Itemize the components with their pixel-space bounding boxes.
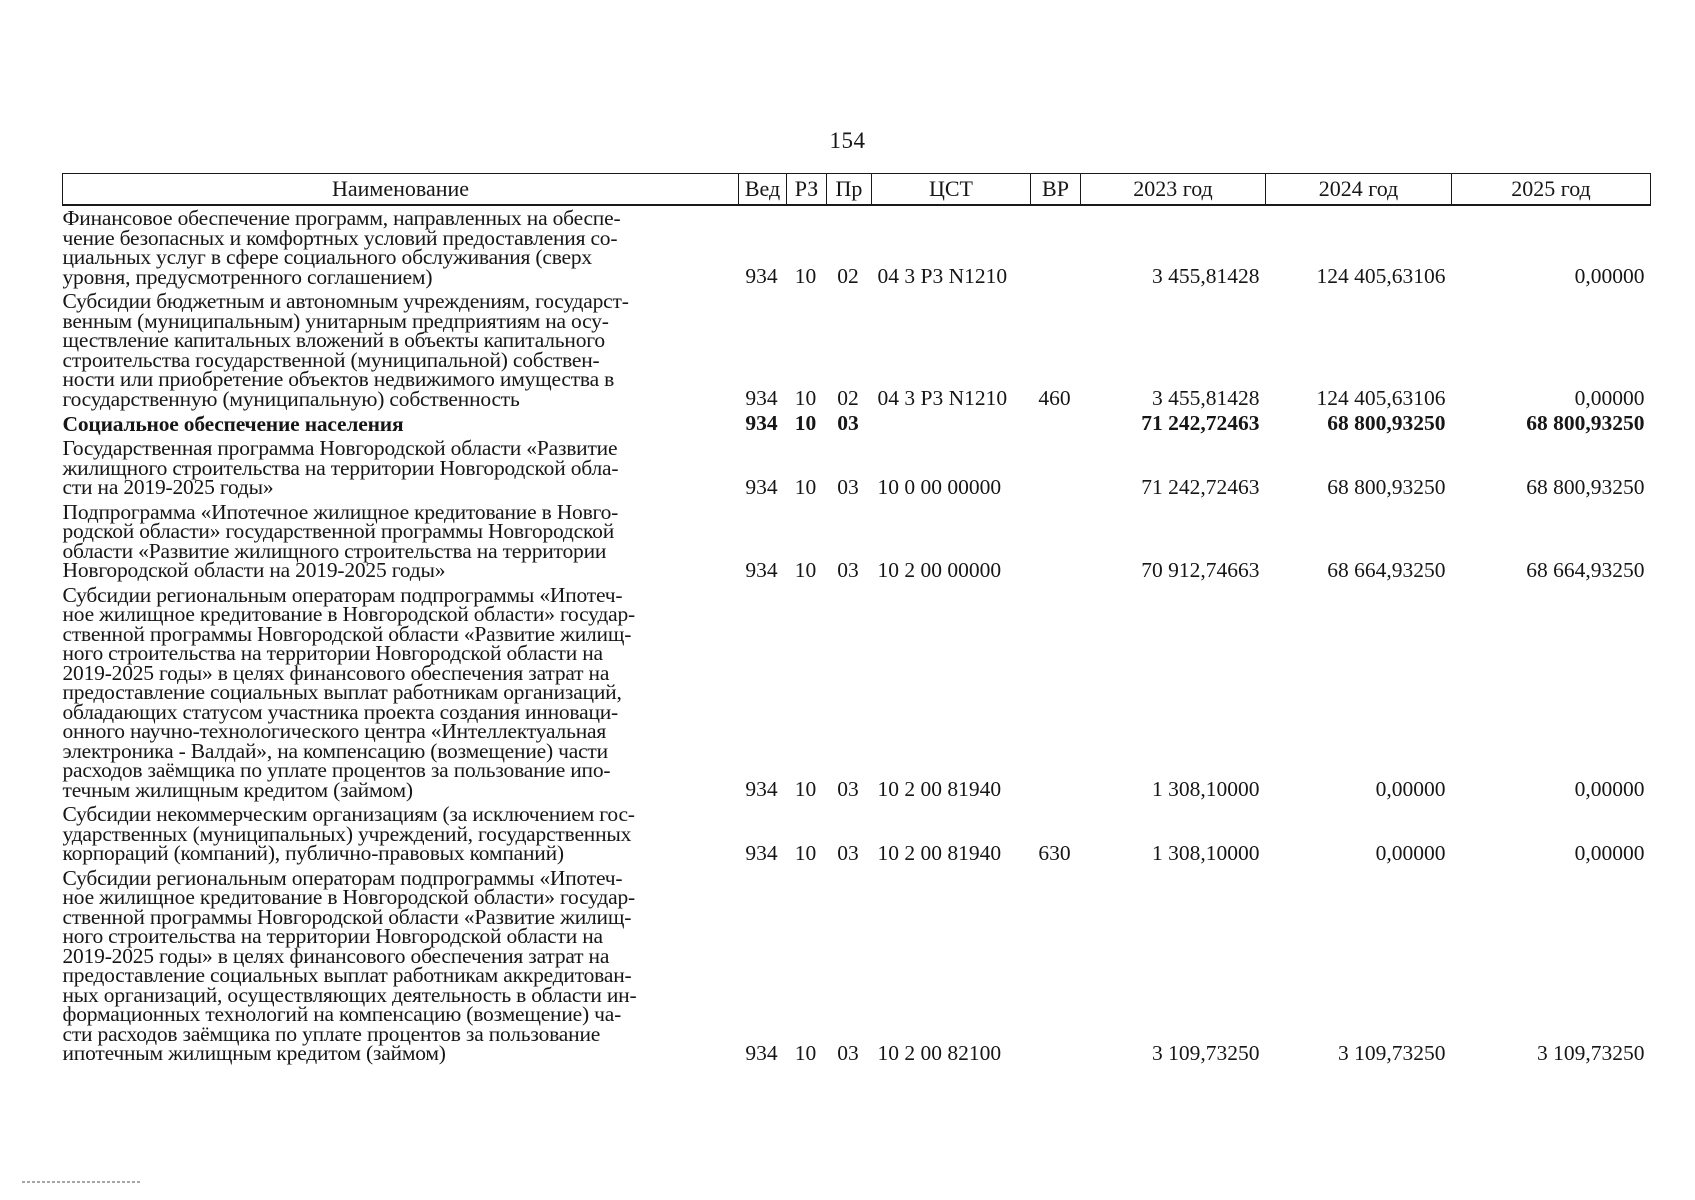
row-name-line: течным жилищным кредитом (займом) — [62, 777, 413, 802]
row-pr: 03 — [837, 557, 859, 582]
row-pr: 03 — [837, 1040, 859, 1065]
row-rz: 10 — [794, 557, 817, 582]
table-row — [63, 866, 1651, 1066]
row-name-line: Подпрограмма «Ипотечное жилищное кредитование в Новго- — [62, 499, 619, 524]
row-value-2024: 68 800,93250 — [1327, 474, 1446, 499]
page-number: 154 — [829, 128, 866, 153]
row-cst: 10 0 00 00000 — [877, 474, 1002, 499]
row-ved: 934 — [745, 474, 778, 499]
row-value-2024: 124 405,63106 — [1316, 264, 1446, 288]
row-value-2025: 0,00000 — [1574, 264, 1645, 288]
row-vr — [1031, 866, 1081, 1066]
row-value-2025: 68 800,93250 — [1526, 411, 1645, 435]
row-name-line: ществление капитальных вложений в объекты капитального — [62, 328, 605, 352]
scan-artifact — [22, 1181, 140, 1183]
header-cst: ЦСТ — [872, 174, 1031, 206]
row-cst: 10 2 00 00000 — [877, 557, 1002, 582]
row-name-line: Субсидии региональным операторам подпрограммы «Ипотеч- — [62, 582, 623, 607]
row-name-line: предоставление социальных выплат работникам организаций, — [62, 680, 622, 704]
row-name-line: ности или приобретение объектов недвижимого имущества в — [62, 367, 615, 391]
row-ved: 934 — [745, 1040, 778, 1065]
row-value-2025: 0,00000 — [1574, 840, 1645, 865]
header-2024: 2024 год — [1266, 174, 1452, 206]
row-cst: 10 2 00 81940 — [877, 840, 1002, 865]
row-value-2025: 68 800,93250 — [1526, 474, 1645, 499]
row-value-2023: 1 308,10000 — [1152, 777, 1260, 801]
row-name-line: ипотечным жилищным кредитом (займом) — [62, 1041, 446, 1065]
row-cst — [872, 411, 1031, 436]
row-name — [63, 411, 739, 436]
table-row — [63, 436, 1651, 500]
header-ved: Вед — [739, 174, 787, 206]
row-name-line: 2019-2025 годы» в целях финансового обеспечения затрат на — [62, 943, 610, 968]
header-vr: ВР — [1031, 174, 1081, 206]
row-value-2023: 71 242,72463 — [1141, 474, 1260, 499]
row-name-line: ное жилищное кредитование в Новгородской области» государ- — [62, 885, 635, 909]
row-rz: 10 — [794, 840, 817, 865]
row-name-line: ного строительства на территории Новгородской области на — [62, 641, 603, 665]
row-name-line: циальных услуг в сфере социального обслуживания (сверх — [62, 245, 592, 269]
table-header — [63, 174, 1651, 206]
row-name — [63, 289, 739, 411]
row-name-line: 2019-2025 годы» в целях финансового обеспечения затрат на — [62, 660, 610, 685]
row-pr: 03 — [837, 474, 859, 499]
row-pr: 02 — [837, 386, 859, 410]
row-value-2024: 124 405,63106 — [1316, 386, 1446, 410]
row-ved: 934 — [745, 264, 778, 288]
row-value-2024: 3 109,73250 — [1338, 1040, 1446, 1065]
row-value-2024: 0,00000 — [1375, 777, 1446, 801]
row-ved: 934 — [745, 840, 778, 865]
row-name — [63, 802, 739, 866]
row-name-line: электроника - Валдай», на компенсацию (возмещение) части — [62, 738, 608, 763]
row-cst: 04 3 Р3 N1210 — [877, 386, 1008, 410]
row-name-line: онного научно-технологического центра «Интеллектуальная — [62, 719, 607, 743]
row-name-line: строительства государственной (муниципальной) собствен- — [62, 347, 600, 372]
header-2023: 2023 год — [1081, 174, 1266, 206]
row-rz: 10 — [794, 1040, 817, 1065]
header-name: Наименование — [63, 174, 739, 206]
row-cst: 10 2 00 81940 — [877, 777, 1002, 801]
row-name-line: ного строительства на территории Новгородской области на — [62, 924, 603, 948]
row-vr — [1031, 583, 1081, 803]
row-vr: 630 — [1038, 840, 1071, 865]
header-pr: Пр — [827, 174, 872, 206]
row-value-2025: 68 664,93250 — [1526, 557, 1645, 582]
row-name-line: Субсидии бюджетным и автономным учреждениям, государст- — [62, 289, 629, 313]
row-name-line: Социальное обеспечение населения — [62, 411, 404, 436]
row-vr: 460 — [1038, 386, 1071, 410]
table-row — [63, 802, 1651, 866]
row-name-line: ственной программы Новгородской области «Развитие жилищ- — [62, 621, 632, 646]
row-value-2025: 3 109,73250 — [1537, 1040, 1645, 1065]
table-row — [63, 583, 1651, 803]
row-ved: 934 — [745, 386, 778, 410]
table-row — [63, 205, 1651, 289]
row-name-line: предоставление социальных выплат работникам аккредитован- — [62, 963, 632, 987]
budget-table — [62, 173, 1651, 1066]
row-pr: 03 — [837, 777, 859, 801]
row-name — [63, 866, 739, 1066]
row-name-line: обладающих статусом участника проекта создания инноваци- — [62, 699, 619, 724]
table-body — [63, 205, 1651, 1066]
row-ved: 934 — [745, 557, 778, 582]
row-rz: 10 — [794, 411, 817, 435]
row-value-2023: 3 109,73250 — [1152, 1040, 1260, 1065]
row-value-2023: 3 455,81428 — [1152, 386, 1260, 410]
row-name-line: государственную (муниципальную) собственность — [62, 386, 520, 411]
row-value-2023: 3 455,81428 — [1152, 264, 1260, 288]
row-name-line: расходов заёмщика по уплате процентов за пользование ипо- — [62, 758, 611, 782]
row-name-line: жилищного строительства на территории Новгородской обла- — [62, 455, 619, 480]
row-name-line: корпораций (компаний), публично-правовых компаний) — [62, 841, 564, 865]
row-vr — [1031, 436, 1081, 500]
header-2025: 2025 год — [1452, 174, 1651, 206]
row-name — [63, 436, 739, 500]
table-row — [63, 500, 1651, 583]
row-rz: 10 — [794, 264, 817, 288]
row-pr: 02 — [837, 264, 859, 288]
row-name-line: венным (муниципальным) унитарным предприятиям на осу- — [62, 308, 609, 333]
row-rz: 10 — [794, 386, 817, 410]
row-name — [63, 500, 739, 583]
row-value-2024: 68 664,93250 — [1327, 557, 1446, 582]
row-name-line: сти на 2019-2025 годы» — [62, 475, 274, 499]
row-name-line: Новгородской области на 2019-2025 годы» — [62, 558, 446, 582]
row-ved: 934 — [745, 411, 778, 435]
row-name-line: ственной программы Новгородской области «Развитие жилищ- — [62, 904, 632, 929]
row-name-line: уровня, предусмотренного соглашением) — [62, 264, 433, 289]
table-row — [63, 411, 1651, 436]
row-name-line: чение безопасных и комфортных условий предоставления со- — [62, 225, 618, 250]
row-name-line: ных организаций, осуществляющих деятельность в области ин- — [62, 982, 637, 1007]
row-ved: 934 — [745, 777, 778, 801]
row-name-line: Финансовое обеспечение программ, направленных на обеспе- — [62, 206, 621, 230]
row-name-line: Субсидии региональным операторам подпрограммы «Ипотеч- — [62, 865, 623, 890]
row-name-line: сти расходов заёмщика по уплате процентов за пользование — [62, 1021, 601, 1046]
budget-table-container — [62, 173, 1650, 1066]
row-name-line: родской области» государственной программы Новгородской — [62, 519, 615, 543]
row-value-2024: 0,00000 — [1375, 840, 1446, 865]
row-cst: 04 3 Р3 N1210 — [877, 264, 1008, 288]
row-name-line: Субсидии некоммерческим организациям (за исключением гос- — [62, 802, 635, 826]
row-value-2025: 0,00000 — [1574, 386, 1645, 410]
row-name — [63, 205, 739, 289]
row-vr — [1031, 500, 1081, 583]
row-value-2023: 70 912,74663 — [1141, 557, 1260, 582]
row-vr — [1031, 411, 1081, 436]
table-row — [63, 289, 1651, 411]
row-name-line: формационных технологий на компенсацию (возмещение) ча- — [62, 1002, 622, 1026]
header-rz: РЗ — [787, 174, 827, 206]
row-name-line: ударственных (муниципальных) учреждений, государственных — [62, 821, 632, 846]
row-name-line: Государственная программа Новгородской области «Развитие — [62, 436, 618, 460]
row-pr: 03 — [837, 411, 859, 435]
row-value-2023: 1 308,10000 — [1152, 840, 1260, 865]
row-cst: 10 2 00 82100 — [877, 1040, 1002, 1065]
row-rz: 10 — [794, 777, 817, 801]
row-name-line: области «Развитие жилищного строительства на территории — [62, 538, 607, 563]
row-name-line: ное жилищное кредитование в Новгородской области» государ- — [62, 602, 635, 626]
row-value-2023: 71 242,72463 — [1141, 411, 1260, 435]
row-vr — [1031, 205, 1081, 289]
row-name — [63, 583, 739, 803]
row-pr: 03 — [837, 840, 859, 865]
row-value-2025: 0,00000 — [1574, 777, 1645, 801]
row-rz: 10 — [794, 474, 817, 499]
row-value-2024: 68 800,93250 — [1327, 411, 1446, 435]
